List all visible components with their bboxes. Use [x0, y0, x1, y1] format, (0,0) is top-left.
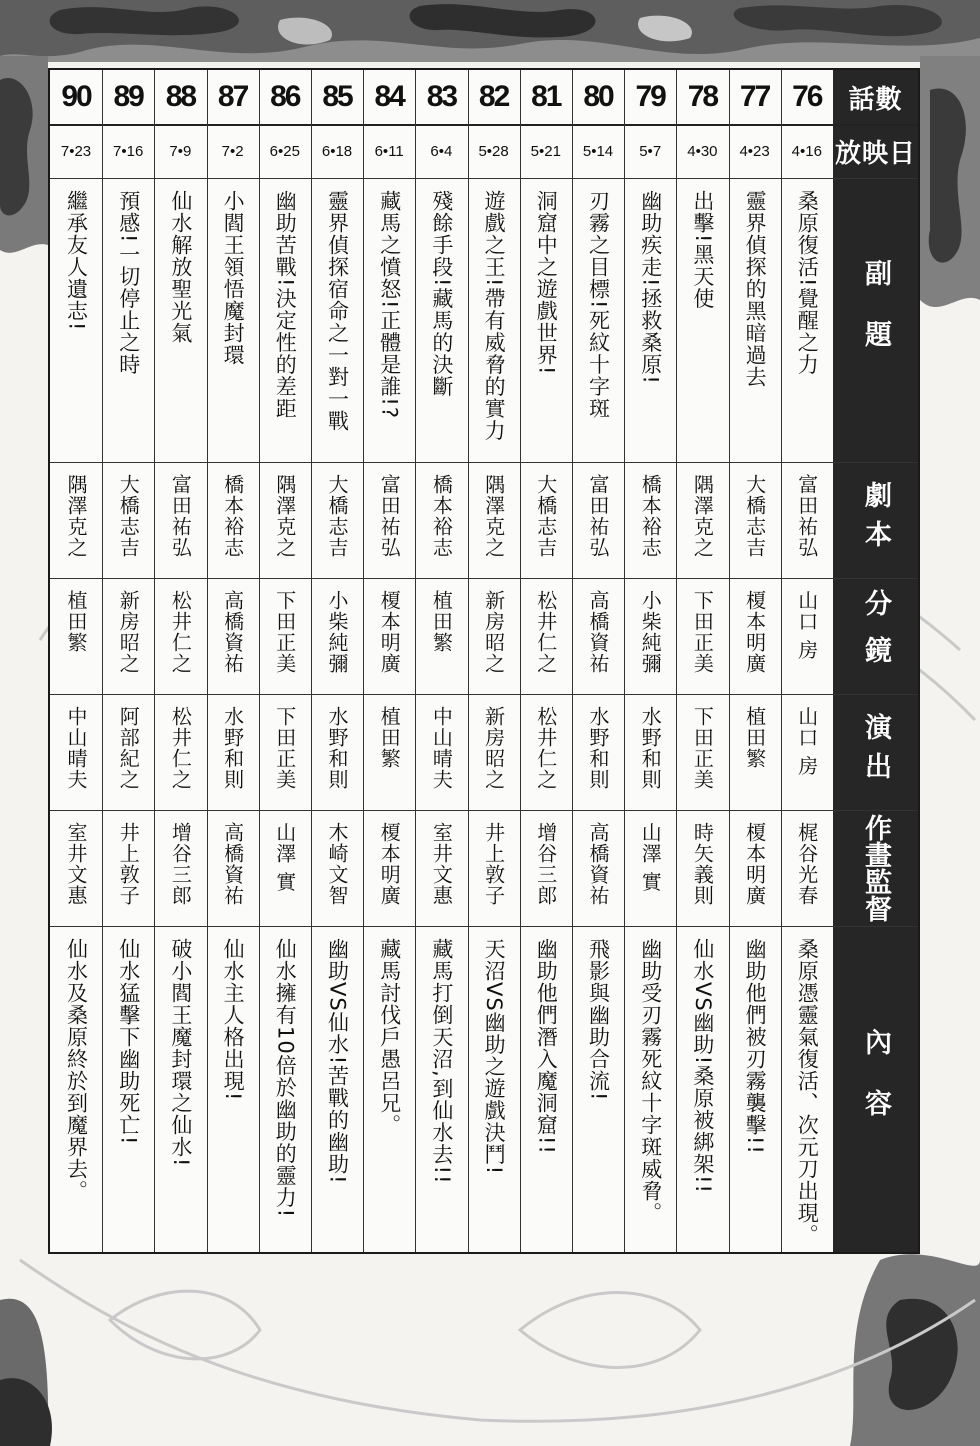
storyboard-artist-cell	[781, 578, 833, 694]
episode-subtitle-cell	[207, 178, 259, 462]
header-content: 內容	[860, 1028, 891, 1150]
episode-content: 仙水VS幽助!桑原被綁架!!	[690, 938, 715, 1194]
episode-content-cell	[572, 926, 624, 1252]
episode-number-cell	[415, 70, 467, 124]
animation-director-cell	[259, 810, 311, 926]
episode-director-cell	[207, 694, 259, 810]
header-storyboard: 分鏡	[860, 589, 891, 683]
episode-number: 85	[322, 80, 352, 113]
storyboard-artist-cell	[154, 578, 206, 694]
episode-content-cell	[154, 926, 206, 1252]
episode-content: 仙水及桑原終於到魔界去。	[64, 938, 89, 1202]
episode-number-cell	[102, 70, 154, 124]
episode-number-cell	[311, 70, 363, 124]
episode-subtitle-cell	[624, 178, 676, 462]
episode-number: 87	[217, 80, 248, 113]
animation-director: 室井文惠	[429, 822, 454, 906]
episode-subtitle: 刃霧之目標!死紋十字斑	[586, 190, 611, 420]
episode-content-cell	[729, 926, 781, 1252]
script-writer-cell	[154, 462, 206, 578]
storyboard-artist: 高橋資祐	[220, 590, 245, 674]
episode-director: 中山晴夫	[64, 706, 88, 790]
column-divider	[311, 70, 312, 1252]
storyboard-artist-cell	[207, 578, 259, 694]
episode-number-cell	[676, 70, 728, 124]
episode-director: 松井仁之	[533, 706, 558, 790]
column-divider	[781, 70, 782, 1252]
storyboard-artist-cell	[102, 578, 154, 694]
script-writer: 橋本裕志	[638, 474, 663, 558]
animation-director-cell	[729, 810, 781, 926]
animation-director: 增谷三郎	[168, 822, 193, 906]
episode-director: 水野和則	[586, 706, 610, 790]
episode-content-cell	[102, 926, 154, 1252]
script-writer-cell	[624, 462, 676, 578]
column-divider	[520, 70, 521, 1252]
episode-subtitle-cell	[102, 178, 154, 462]
animation-director: 高橋資祐	[220, 822, 245, 906]
script-writer: 大橋志吉	[116, 474, 141, 558]
episode-number: 89	[113, 80, 143, 113]
script-writer-cell	[259, 462, 311, 578]
storyboard-artist-cell	[729, 578, 781, 694]
air-date-cell	[676, 124, 728, 178]
camo-top-band	[0, 0, 980, 62]
script-writer: 隅澤克之	[690, 474, 715, 558]
air-date: 4•16	[791, 142, 822, 160]
air-date: 7•16	[113, 142, 144, 160]
episode-director-cell	[676, 694, 728, 810]
column-divider	[154, 70, 155, 1252]
episode-content-cell	[520, 926, 572, 1252]
episode-number-cell	[154, 70, 206, 124]
storyboard-artist-cell	[50, 578, 102, 694]
air-date-cell	[154, 124, 206, 178]
column-divider	[415, 70, 416, 1252]
animation-director-cell	[415, 810, 467, 926]
episode-director: 水野和則	[325, 706, 349, 790]
episode-number-cell	[207, 70, 259, 124]
episode-subtitle: 預感!一切停止之時	[116, 190, 141, 376]
animation-director-cell	[207, 810, 259, 926]
episode-number-cell	[50, 70, 102, 124]
episode-content-cell	[468, 926, 520, 1252]
animation-director: 山澤 實	[638, 822, 663, 893]
episode-director: 松井仁之	[168, 706, 193, 790]
row-divider	[50, 578, 918, 579]
header-air-date: 放映日	[834, 138, 916, 169]
script-writer-cell	[729, 462, 781, 578]
air-date-cell	[781, 124, 833, 178]
column-divider	[363, 70, 364, 1252]
column-divider	[207, 70, 208, 1252]
animation-director-cell	[311, 810, 363, 926]
script-writer-cell	[468, 462, 520, 578]
episode-content: 仙水猛擊下幽助死亡!	[116, 938, 141, 1146]
header-subtitle: 副題	[860, 259, 891, 381]
storyboard-artist: 榎本明廣	[742, 590, 767, 674]
script-writer: 橋本裕志	[429, 474, 454, 558]
episode-subtitle-cell	[729, 178, 781, 462]
air-date-cell	[311, 124, 363, 178]
storyboard-artist-cell	[415, 578, 467, 694]
episode-content-cell	[624, 926, 676, 1252]
air-date: 5•7	[639, 142, 662, 160]
animation-director: 增谷三郎	[533, 822, 558, 906]
episode-subtitle: 藏馬之憤怒!正體是誰!?	[377, 190, 402, 419]
episode-director: 山口 房	[794, 706, 819, 777]
episode-content-cell	[363, 926, 415, 1252]
column-divider	[729, 70, 730, 1252]
episode-subtitle-cell	[50, 178, 102, 462]
storyboard-artist: 植田繁	[64, 590, 88, 653]
row-divider	[50, 124, 918, 126]
row-divider	[50, 926, 918, 927]
animation-director-cell	[624, 810, 676, 926]
storyboard-artist-cell	[520, 578, 572, 694]
camo-bottom-band	[0, 1254, 980, 1446]
header-director: 演出	[860, 713, 891, 791]
script-writer-cell	[572, 462, 624, 578]
column-divider	[102, 70, 103, 1252]
row-divider	[50, 810, 918, 811]
episode-content: 幽助他們潛入魔洞窟!!	[534, 938, 559, 1155]
script-writer-cell	[311, 462, 363, 578]
episode-director-cell	[468, 694, 520, 810]
episode-director-cell	[50, 694, 102, 810]
episode-director-cell	[154, 694, 206, 810]
air-date: 5•28	[478, 142, 509, 160]
air-date: 6•4	[430, 142, 453, 160]
script-writer: 大橋志吉	[742, 474, 767, 558]
episode-director: 新房昭之	[481, 706, 506, 790]
air-date: 5•21	[530, 142, 561, 160]
episode-content-cell	[311, 926, 363, 1252]
episode-subtitle: 小閻王領悟魔封環	[221, 190, 246, 366]
episode-director: 下田正美	[690, 706, 715, 790]
animation-director: 木崎文智	[325, 822, 349, 906]
air-date: 6•25	[269, 142, 300, 160]
episode-content: 幽助他們被刃霧襲擊!!	[743, 938, 768, 1155]
script-writer-cell	[207, 462, 259, 578]
episode-subtitle-cell	[415, 178, 467, 462]
episode-number-cell	[781, 70, 833, 124]
storyboard-artist: 小柴純彌	[325, 590, 349, 674]
header-episode-number: 話數	[848, 84, 903, 115]
script-writer-cell	[676, 462, 728, 578]
air-date-cell	[50, 124, 102, 178]
storyboard-artist: 松井仁之	[533, 590, 558, 674]
storyboard-artist: 下田正美	[690, 590, 715, 674]
script-writer-cell	[102, 462, 154, 578]
storyboard-artist: 榎本明廣	[377, 590, 402, 674]
column-divider	[259, 70, 260, 1252]
episode-content: 飛影與幽助合流!	[586, 938, 611, 1102]
episode-subtitle-cell	[781, 178, 833, 462]
episode-number: 78	[687, 80, 718, 113]
episode-director: 植田繁	[742, 706, 767, 769]
storyboard-artist-cell	[468, 578, 520, 694]
episode-director-cell	[572, 694, 624, 810]
script-writer: 大橋志吉	[325, 474, 349, 558]
episode-subtitle: 仙水解放聖光氣	[168, 190, 193, 344]
episode-table	[48, 68, 920, 1254]
episode-content-cell	[781, 926, 833, 1252]
animation-director-cell	[363, 810, 415, 926]
episode-subtitle: 繼承友人遺志!	[64, 190, 89, 332]
row-divider	[50, 694, 918, 695]
episode-director: 中山晴夫	[429, 706, 454, 790]
animation-director: 室井文惠	[64, 822, 88, 906]
storyboard-artist-cell	[311, 578, 363, 694]
script-writer: 大橋志吉	[533, 474, 558, 558]
storyboard-artist: 高橋資祐	[586, 590, 610, 674]
animation-director: 山澤 實	[272, 822, 297, 893]
episode-subtitle-cell	[154, 178, 206, 462]
header-script: 劇本	[860, 481, 891, 559]
episode-content: 藏馬打倒天沼,到仙水去!!	[429, 938, 454, 1185]
script-writer: 富田祐弘	[586, 474, 610, 558]
animation-director: 榎本明廣	[742, 822, 767, 906]
episode-number: 84	[374, 80, 404, 113]
episode-content: 天沼VS幽助之遊戲決鬥!	[482, 938, 507, 1176]
episode-director-cell	[415, 694, 467, 810]
episode-number: 90	[61, 80, 91, 113]
episode-number: 81	[531, 80, 561, 113]
episode-subtitle: 幽助苦戰!決定性的差距	[273, 190, 298, 420]
row-divider	[50, 178, 918, 179]
script-writer-cell	[50, 462, 102, 578]
animation-director-cell	[102, 810, 154, 926]
episode-subtitle: 靈界偵探宿命之一對一戰	[325, 190, 350, 432]
episode-subtitle-cell	[572, 178, 624, 462]
episode-number-cell	[468, 70, 520, 124]
air-date: 5•14	[582, 142, 614, 160]
episode-subtitle-cell	[311, 178, 363, 462]
episode-number-cell	[259, 70, 311, 124]
animation-director-cell	[572, 810, 624, 926]
episode-number: 86	[270, 80, 300, 113]
table-header-column	[833, 70, 918, 1252]
episode-subtitle: 桑原復活!覺醒之力	[795, 190, 820, 376]
episode-subtitle: 殘餘手段!藏馬的決斷	[429, 190, 454, 398]
script-writer-cell	[415, 462, 467, 578]
row-divider	[50, 462, 918, 463]
episode-content-cell	[207, 926, 259, 1252]
episode-content: 破小閻王魔封環之仙水!	[168, 938, 193, 1168]
episode-director-cell	[781, 694, 833, 810]
air-date-cell	[415, 124, 467, 178]
animation-director-cell	[781, 810, 833, 926]
episode-subtitle: 遊戲之王!帶有威脅的實力	[482, 190, 507, 442]
storyboard-artist: 新房昭之	[481, 590, 506, 674]
animation-director: 高橋資祐	[586, 822, 610, 906]
air-date-cell	[207, 124, 259, 178]
storyboard-artist-cell	[363, 578, 415, 694]
air-date-cell	[468, 124, 520, 178]
animation-director: 井上敦子	[116, 822, 141, 906]
script-writer-cell	[363, 462, 415, 578]
storyboard-artist-cell	[572, 578, 624, 694]
air-date-cell	[520, 124, 572, 178]
air-date-cell	[624, 124, 676, 178]
animation-director-cell	[520, 810, 572, 926]
air-date-cell	[729, 124, 781, 178]
episode-director-cell	[259, 694, 311, 810]
script-writer: 富田祐弘	[794, 474, 819, 558]
storyboard-artist: 松井仁之	[168, 590, 193, 674]
animation-director-cell	[50, 810, 102, 926]
script-writer: 隅澤克之	[481, 474, 506, 558]
episode-director-cell	[520, 694, 572, 810]
column-divider	[676, 70, 677, 1252]
episode-subtitle-cell	[676, 178, 728, 462]
episode-content-cell	[415, 926, 467, 1252]
episode-subtitle-cell	[259, 178, 311, 462]
episode-number: 83	[426, 80, 457, 113]
header-animation-director: 作畫監督	[860, 814, 891, 922]
animation-director: 井上敦子	[481, 822, 506, 906]
script-writer: 橋本裕志	[220, 474, 245, 558]
episode-director: 水野和則	[220, 706, 245, 790]
storyboard-artist-cell	[259, 578, 311, 694]
animation-director: 榎本明廣	[377, 822, 402, 906]
air-date-cell	[572, 124, 624, 178]
air-date: 4•23	[739, 142, 770, 160]
episode-number-cell	[624, 70, 676, 124]
column-divider	[624, 70, 625, 1252]
column-divider	[572, 70, 573, 1252]
episode-director-cell	[102, 694, 154, 810]
episode-director: 植田繁	[377, 706, 402, 769]
episode-director: 阿部紀之	[116, 706, 141, 790]
air-date: 7•9	[169, 142, 192, 160]
air-date-cell	[363, 124, 415, 178]
episode-content-cell	[676, 926, 728, 1252]
episode-number: 80	[583, 80, 613, 113]
animation-director-cell	[468, 810, 520, 926]
camo-right-strip	[920, 56, 980, 307]
episode-subtitle-cell	[520, 178, 572, 462]
script-writer-cell	[520, 462, 572, 578]
episode-subtitle: 出擊!黑天使	[690, 190, 715, 310]
animation-director-cell	[676, 810, 728, 926]
storyboard-artist-cell	[624, 578, 676, 694]
script-writer: 隅澤克之	[64, 474, 88, 558]
air-date-cell	[102, 124, 154, 178]
storyboard-artist-cell	[676, 578, 728, 694]
animation-director: 梶谷光春	[794, 822, 819, 906]
episode-content: 幽助受刃霧死紋十字斑威脅。	[638, 938, 663, 1224]
episode-number: 88	[165, 80, 196, 113]
episode-number-cell	[520, 70, 572, 124]
episode-subtitle: 洞窟中之遊戲世界!	[534, 190, 559, 376]
episode-subtitle-cell	[363, 178, 415, 462]
script-writer-cell	[781, 462, 833, 578]
episode-director-cell	[363, 694, 415, 810]
episode-content-cell	[259, 926, 311, 1252]
storyboard-artist: 山口 房	[794, 590, 819, 661]
episode-number: 77	[739, 80, 770, 113]
episode-content: 幽助VS仙水!苦戰的幽助!	[325, 938, 350, 1185]
storyboard-artist: 植田繁	[429, 590, 454, 653]
episode-number-cell	[729, 70, 781, 124]
episode-content: 藏馬討伐戶愚呂兄。	[377, 938, 402, 1136]
episode-number: 76	[792, 80, 822, 113]
storyboard-artist: 下田正美	[272, 590, 297, 674]
air-date: 6•11	[374, 142, 404, 160]
animation-director: 時矢義則	[690, 822, 715, 906]
episode-director-cell	[311, 694, 363, 810]
episode-content: 桑原憑靈氣復活、次元刀出現。	[795, 938, 820, 1246]
episode-content-cell	[50, 926, 102, 1252]
camo-left-strip	[0, 56, 48, 253]
air-date: 7•23	[60, 142, 92, 160]
episode-subtitle: 幽助疾走!拯救桑原!	[638, 190, 663, 385]
animation-director-cell	[154, 810, 206, 926]
storyboard-artist: 新房昭之	[116, 590, 141, 674]
air-date: 7•2	[221, 142, 244, 160]
episode-subtitle-cell	[468, 178, 520, 462]
air-date: 6•18	[321, 142, 353, 160]
episode-number-cell	[572, 70, 624, 124]
storyboard-artist: 小柴純彌	[638, 590, 663, 674]
air-date-cell	[259, 124, 311, 178]
episode-director-cell	[624, 694, 676, 810]
air-date: 4•30	[687, 142, 718, 160]
episode-number: 82	[478, 80, 509, 113]
episode-content: 仙水主人格出現!	[221, 938, 246, 1102]
column-divider	[468, 70, 469, 1252]
episode-number-cell	[363, 70, 415, 124]
episode-director-cell	[729, 694, 781, 810]
episode-number: 79	[635, 80, 665, 113]
episode-director: 下田正美	[272, 706, 297, 790]
script-writer: 富田祐弘	[377, 474, 402, 558]
script-writer: 富田祐弘	[168, 474, 193, 558]
episode-content: 仙水擁有10倍於幽助的靈力!	[273, 938, 298, 1219]
episode-subtitle: 靈界偵探的黑暗過去	[743, 190, 768, 388]
script-writer: 隅澤克之	[272, 474, 297, 558]
episode-director: 水野和則	[638, 706, 663, 790]
